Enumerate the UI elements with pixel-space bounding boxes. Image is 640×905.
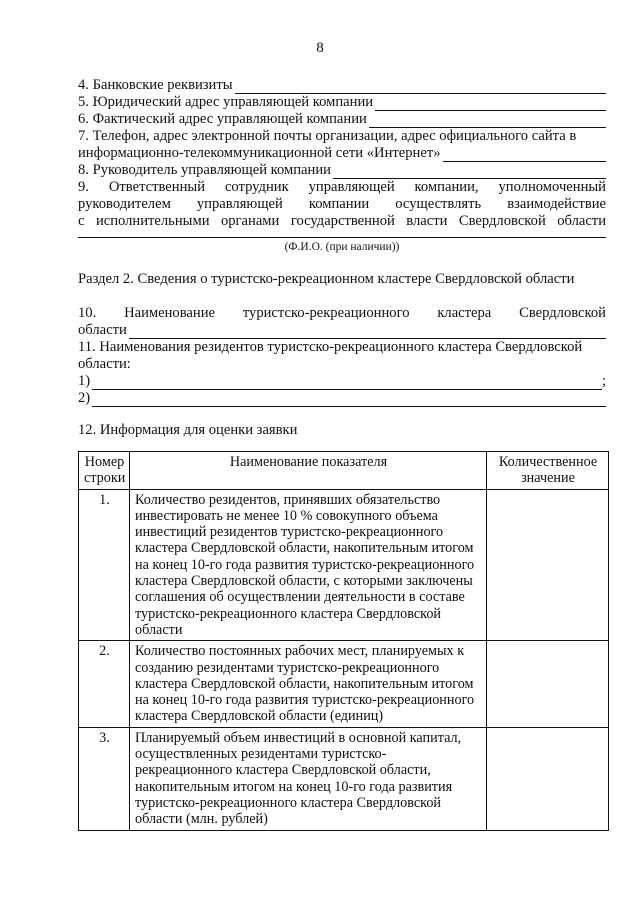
signature-blank-line[interactable] — [78, 237, 606, 238]
page-number: 8 — [316, 40, 324, 56]
resident-item-2 — [78, 390, 606, 407]
blank-line[interactable] — [92, 394, 606, 407]
field-contacts-line1: 7. Телефон, адрес электронной почты организации, адрес официального сайта в — [78, 128, 577, 144]
resident-item-1 — [78, 373, 606, 390]
item-end: ; — [601, 373, 606, 389]
field-label: 5. Юридический адрес управляющей компании — [78, 94, 374, 110]
field-residents-line2: области: — [78, 356, 131, 372]
section-2-title: Раздел 2. Сведения о туристско-рекреационном кластере Свердловской области — [78, 271, 575, 287]
indicator-name: Количество постоянных рабочих мест, планируемых к созданию резидентами туристско-рекреационного кластера Свердловской области, накопительным итогом на конец 10-го года развития туристско-рекреационного кластера Свердловской области (единиц) — [130, 641, 487, 727]
field-label: информационно-телекоммуникационной сети «Интернет» — [78, 145, 441, 161]
indicator-name: Количество резидентов, принявших обязательство инвестировать не менее 10 % совокупного объема инвестиций резидентов туристско-рекреационного кластера Свердловской области, накопительным итогом на конец 10-го года развития туристско-рекреационного кластера Свердловской области, с которыми заключены соглашения об осуществлении деятельности в составе туристско-рекреационного кластера Свердловской области — [130, 489, 487, 641]
item-marker: 2) — [78, 390, 91, 406]
field-label: 6. Фактический адрес управляющей компании — [78, 111, 367, 127]
indicator-name: Планируемый объем инвестиций в основной капитал, осуществленных резидентами туристско-рекреационного кластера Свердловской области, накопительным итогом на конец 10-го года развития туристско-рекреационного кластера Свердловской области (млн. рублей) — [130, 727, 487, 830]
blank-line[interactable] — [129, 326, 606, 339]
item-marker: 1) — [78, 373, 91, 389]
row-number: 3. — [79, 727, 130, 830]
field-label: области — [78, 322, 127, 338]
field-residents-line1: 11. Наименования резидентов туристско-рекреационного кластера Свердловской — [78, 339, 583, 355]
table-row — [79, 489, 609, 641]
field-bank-details — [78, 77, 606, 94]
blank-line[interactable] — [443, 149, 607, 162]
table-row — [79, 641, 609, 727]
field-responsible-line3: с исполнительными органами государственной власти Свердловской области — [78, 213, 606, 229]
indicators-table — [78, 451, 609, 831]
quantity-value-cell[interactable] — [487, 727, 609, 830]
field-cluster-name-line1: 10. Наименование туристско-рекреационного кластера Свердловской — [78, 305, 606, 321]
row-number: 2. — [79, 641, 130, 727]
table-header-row — [79, 452, 609, 490]
blank-line[interactable] — [235, 81, 606, 94]
fio-caption: (Ф.И.О. (при наличии)) — [284, 241, 400, 253]
blank-line[interactable] — [92, 377, 602, 390]
header-row-number: Номер строки — [79, 452, 130, 490]
field-label: 4. Банковские реквизиты — [78, 77, 233, 93]
table-row — [79, 727, 609, 830]
quantity-value-cell[interactable] — [487, 489, 609, 641]
field-contacts — [78, 145, 606, 162]
field-cluster-name — [78, 322, 606, 339]
row-number: 1. — [79, 489, 130, 641]
field-actual-address — [78, 111, 606, 128]
field-responsible-line2: руководителем управляющей компании осуществлять взаимодействие — [78, 196, 606, 212]
blank-line[interactable] — [369, 115, 606, 128]
header-indicator-name: Наименование показателя — [130, 452, 487, 490]
quantity-value-cell[interactable] — [487, 641, 609, 727]
field-responsible-line1: 9. Ответственный сотрудник управляющей компании, уполномоченный — [78, 179, 606, 195]
field-head — [78, 162, 606, 179]
blank-line[interactable] — [333, 166, 606, 179]
header-quantity-value: Количественное значение — [487, 452, 609, 490]
blank-line[interactable] — [375, 98, 606, 111]
section-12-title: 12. Информация для оценки заявки — [78, 422, 298, 438]
field-legal-address — [78, 94, 606, 111]
field-label: 8. Руководитель управляющей компании — [78, 162, 331, 178]
